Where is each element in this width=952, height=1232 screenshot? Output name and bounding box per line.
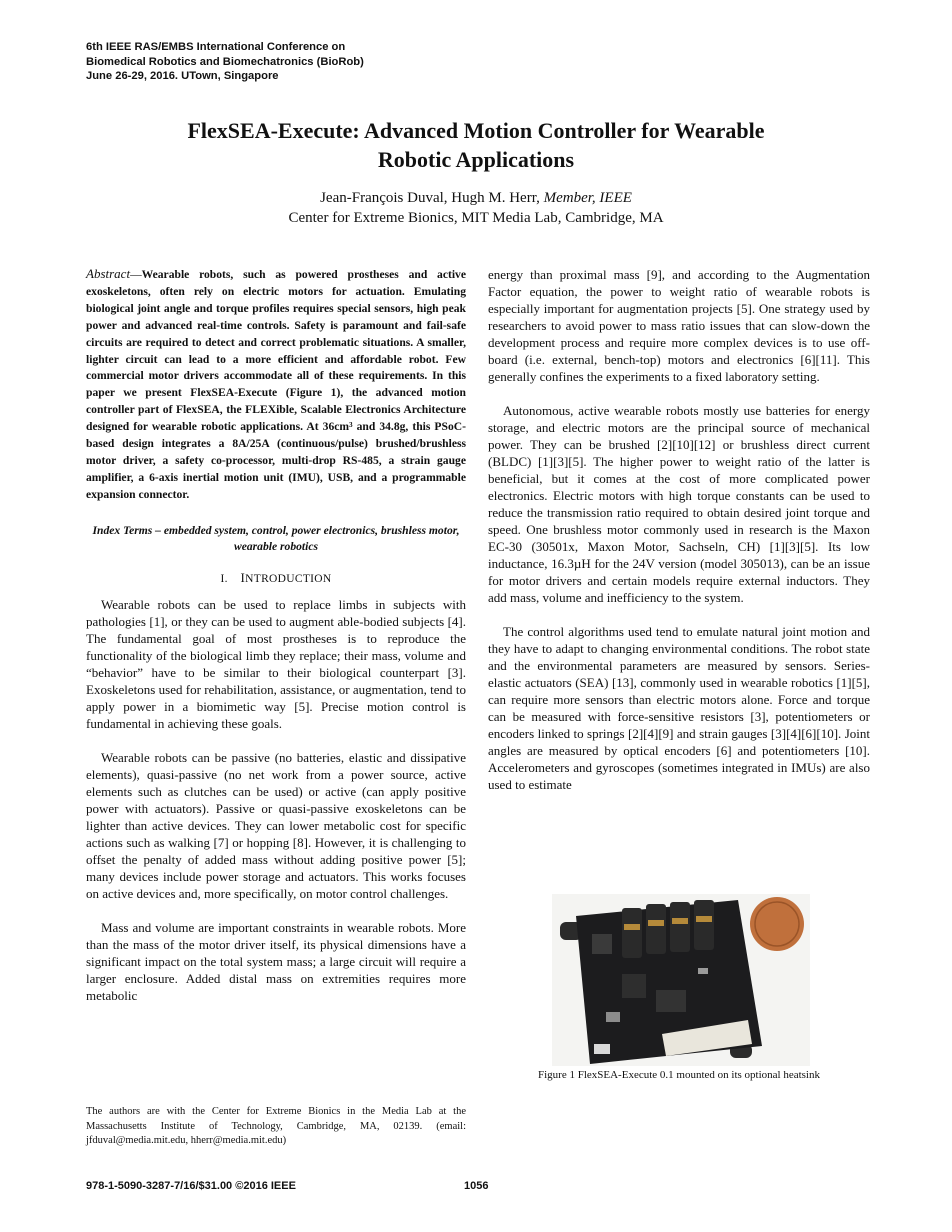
conference-line-3: June 26-29, 2016. UTown, Singapore	[86, 70, 279, 82]
page-number: 1056	[464, 1180, 489, 1192]
abstract-dash: —	[130, 268, 142, 281]
title-line-2: Robotic Applications	[377, 147, 575, 172]
section-title-rest: NTRODUCTION	[245, 572, 332, 585]
conference-line-2: Biomedical Robotics and Biomechatronics (BioRob)	[86, 55, 364, 68]
abstract-label: Abstract	[86, 266, 131, 281]
author-membership: Member, IEEE	[543, 190, 632, 206]
left-column	[86, 266, 466, 1021]
conference-line-1: 6th IEEE RAS/EMBS International Conference on	[86, 41, 346, 53]
paragraph: Wearable robots can be used to replace limbs in subjects with pathologies [1], or they can be used to augment able-bodied subjects [4]. The fundamental goal of most prostheses is to reproduce the functionality of the biological limb they replace; their mass, volume and “behavior” have to be similar to their biological counterpart [3]. Exoskeletons used for rehabilitation, assistance, or augmentation, tend to apply power in a biomimetic way [5]. Precise motion control is fundamental in achieving these goals.	[86, 596, 466, 731]
conference-header	[86, 40, 506, 84]
right-column	[488, 266, 870, 810]
figure-caption: Figure 1 FlexSEA-Execute 0.1 mounted on its optional heatsink	[538, 1069, 820, 1081]
isbn-copyright: 978-1-5090-3287-7/16/$31.00 ©2016 IEEE	[86, 1180, 296, 1192]
title-line-1: FlexSEA-Execute: Advanced Motion Controller for Wearable	[187, 118, 765, 143]
index-terms: Index Terms – embedded system, control, power electronics, brushless motor, wearable robotics	[92, 523, 460, 554]
paragraph: Wearable robots can be passive (no batteries, elastic and dissipative elements), quasi-passive (no net work from a power source, active elements such as clutches can be used) or active (can apply positive power with actuators). Passive or quasi-passive exoskeletons can be lighter than active devices. They can lower metabolic cost for specific actions such as walking [7] or hopping [8]. However, it is challenging to offset the penalty of added mass without adding positive power [5]; many devices include power storage and actuators. This works focuses on active devices and, more specifically, on motor control challenges.	[86, 749, 466, 901]
section-heading-introduction	[86, 569, 466, 588]
paragraph: Autonomous, active wearable robots mostly use batteries for energy storage, and electric motors are the principal source of mechanical power. They can be brushed [2][10][12] or brushless direct current (BLDC) [1][3][5]. The higher power to weight ratio of the latter is beneficial, but it comes at the cost of more complicated power electronics. Electric motors with high torque constants can be used to reduce the transmission ratio required to obtain desired joint torque and speed. One brushless motor commonly used in research is the Maxon EC-30 (30501x, Maxon Motor, Sachseln, CH) [1][3][5]. Its low inductance, 16.3µH for the 24V version (model 305013), can be an issue for motor drivers and certain models require external inductors. They add mass, volume and inefficiency to the system.	[488, 403, 870, 605]
paragraph: The control algorithms used tend to emulate natural joint motion and they have to adapt to changing environmental conditions. The robot state and the environmental parameters are measured by sensors. Series-elastic actuators (SEA) [13], commonly used in wearable robotics [1][5], can require more sensors than electric motors alone. Force and torque can be measured with force-sensitive resistors [3], potentiometers or encoders linked to springs [2][4][9] and strain gauges [3][4][6][10]. Joint angles are measured by optical encoders [6] and potentiometers [10]. Accelerometers and gyroscopes (sometimes integrated in IMUs) are also used to estimate	[488, 624, 870, 792]
penny-coin	[750, 897, 804, 951]
footnote: The authors are with the Center for Extreme Bionics in the Media Lab at the Massachusetts Institute of Technology, Cambridge, MA, 02139. (email: jfduval@media.mit.edu, hherr@media.mit.edu)	[86, 1106, 466, 1146]
abstract	[86, 266, 466, 504]
paragraph: Mass and volume are important constraints in wearable robots. More than the mass of the motor driver itself, its physical dimensions have a significant impact on the total system mass; a large circuit will require a larger enclosure. Added distal mass on extremities requires more metabolic	[86, 919, 466, 1003]
author-block	[86, 188, 866, 228]
section-numeral: I.	[220, 572, 228, 585]
figure-1-photo	[552, 894, 810, 1066]
paragraph: energy than proximal mass [9], and according to the Augmentation Factor equation, the power to weight ratio of wearable robots is especially important for augmentation projects [5]. One strategy used by researchers to avoid power to mass ratio issues that can slow-down the development process and require more complex devices is to use off-board (i.e. external, bench-top) motors and electronics [6][11]. This generally confines the experiments to a fixed laboratory setting.	[488, 267, 870, 384]
author-names	[86, 188, 866, 208]
section-initial: I	[240, 569, 246, 585]
paper-title	[86, 116, 866, 174]
author-affiliation: Center for Extreme Bionics, MIT Media Lab, Cambridge, MA	[288, 210, 664, 226]
abstract-text: Wearable robots, such as powered prostheses and active exoskeletons, often rely on electric motors for actuation. Emulating biological joint angle and torque profiles requires special sensors, high peak power and advanced real-time controls. Safety is paramount and fail-safe circuits are required to detect and correct problematic situations. A smaller, lighter circuit can lead to a more efficient and affordable robot. Few commercial motor drivers accommodate all of these requirements. In this paper we present FlexSEA-Execute (Figure 1), the advanced motion controller part of FlexSEA, the FLEXible, Scalable Electronics Architecture designed for wearable robotic applications. At 36cm³ and 34.8g, this PSoC-based design integrates a 8A/25A (continuous/pulse) brushed/brushless motor driver, a safety co-processor, multi-drop RS-485, a strain gauge amplifier, a 6-axis inertial motion unit (IMU), USB, and a programmable expansion connector.	[86, 268, 466, 501]
circuit-board-image	[552, 894, 810, 1066]
author-list: Jean-François Duval, Hugh M. Herr,	[320, 190, 544, 206]
